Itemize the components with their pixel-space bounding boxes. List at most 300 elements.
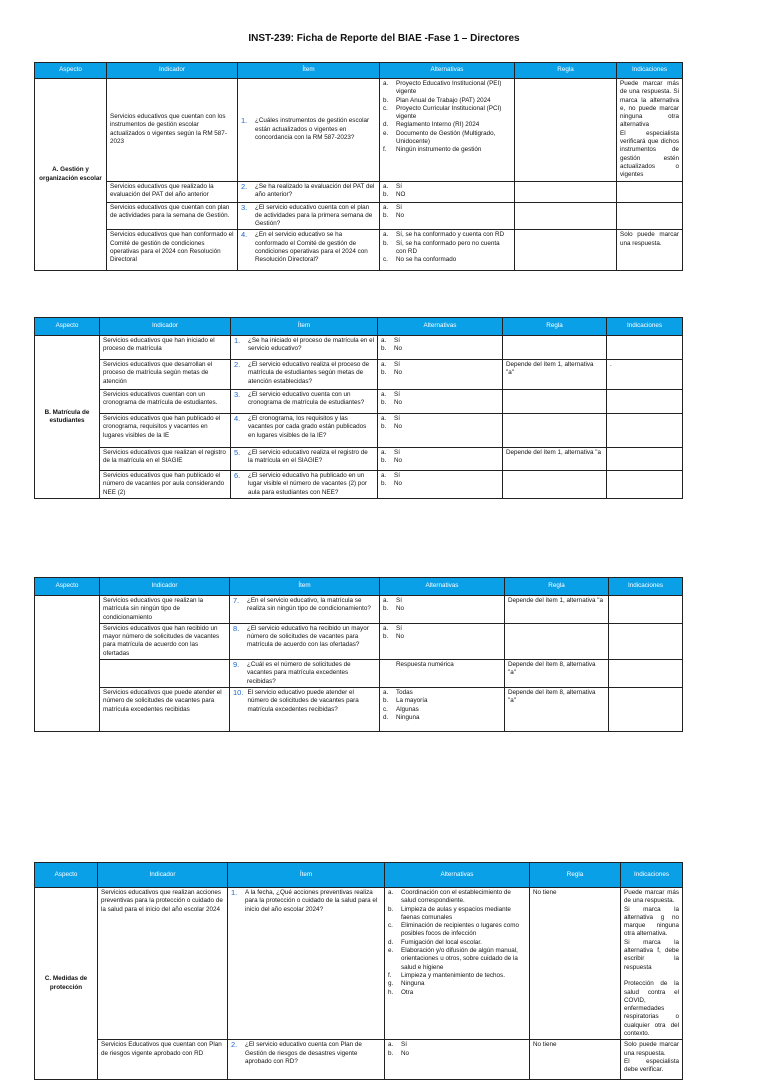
header-regla: Regla [515,63,617,79]
header-indicador: Indicador [98,863,228,888]
notes-cell: Solo puede marcar una respuesta. El especialista debe verificar. [621,1040,683,1080]
alternative-letter: d. [383,121,389,129]
item-cell [238,181,380,202]
alternative-text: Ningún instrumento de gestión [396,146,482,154]
indicator-cell: Servicios educativos que realizan acciones preventivas para la protección o cuidado de la salud para el inicio del año escolar 2024 [98,888,228,1040]
alternative-text: No [396,605,405,613]
alternative-option [383,121,511,129]
item-number: 2. [231,1040,238,1050]
alternative-option [383,204,511,212]
header-item: Ítem [238,63,380,79]
alternative-option [383,231,511,239]
header-aspecto: Aspecto [35,578,100,596]
rule-cell [515,79,617,182]
alternative-option [383,97,511,105]
alternative-option [383,706,501,714]
item-cell [230,660,380,688]
alternative-text: Sí [394,361,400,368]
item-number: 1. [234,336,241,345]
alternative-option [381,449,499,457]
alternative-letter: c. [383,104,388,112]
alternative-text: Sí, se ha conformado y cuenta con RD [396,231,505,239]
header-indicaciones: Indicaciones [609,578,683,596]
rule-cell [515,181,617,202]
rule-cell: Depende del ítem 8, alternativa "a" [505,660,609,688]
alternative-letter: b. [383,190,389,198]
item-question-text: ¿En el servicio educativo, la matrícula se realiza sin ningún tipo de condicionamiento? [247,597,371,613]
alternative-option [383,183,511,191]
item-number: 4. [234,414,241,423]
header-alternativas: Alternativas [380,578,505,596]
item-cell [230,687,380,731]
alternative-text: Sí [396,182,402,190]
alternatives-cell [385,1040,530,1080]
rule-cell [505,623,609,659]
alternative-letter: b. [383,211,389,219]
alternative-text: Proyecto Educativo Institucional (PEI) vigente [396,80,502,96]
alternative-letter: a. [381,472,387,479]
table-row [35,360,683,390]
alternative-letter: a. [381,337,387,344]
alternative-letter: a. [383,182,389,190]
table-row [35,181,683,202]
alternatives-cell [385,888,530,1040]
alternative-letter: b. [383,697,389,705]
alternative-letter: c. [383,256,388,264]
rule-cell: No tiene [530,1040,621,1080]
alternative-text: Eliminación de recipientes o lugares como posibles focos de infección [401,922,519,938]
notes-cell [607,336,683,360]
alternative-text: No [396,633,405,641]
alternative-text: Algunas [396,705,419,713]
notes-cell [607,390,683,414]
rule-cell: No tiene [530,888,621,1040]
alternative-letter: c. [388,922,393,930]
alternative-letter: a. [383,688,389,696]
table-row [35,596,683,624]
alternative-text: Respuesta numérica [396,661,454,669]
item-number: 1. [241,116,248,126]
alternative-option [388,939,526,947]
item-cell [230,596,380,624]
alternative-option [383,605,501,613]
item-question [241,231,376,264]
table-row [35,1040,683,1080]
item-question-text: ¿Se ha iniciado el proceso de matrícula en el servicio educativo? [248,337,375,353]
alternative-text: Ninguna [396,713,420,721]
item-question-text: ¿Cuáles instrumentos de gestión escolar están actualizados o vigentes en concordancia con la RM 587-2023? [255,117,370,141]
item-cell [231,448,378,471]
indicator-cell: Servicios Educativos que cuentan con Plan de riesgos vigente aprobado con RD [98,1040,228,1080]
alternative-option [381,472,499,480]
table-row [35,888,683,1040]
section-table [34,62,683,271]
item-question-text: ¿El servicio educativo realiza el proceso de matrícula de estudiantes según metas de atención establecidas? [248,361,370,385]
indicator-cell: Servicios educativos que cuentan con plan de actividades para la semana de Gestión. [107,202,238,230]
alternative-option [381,337,499,345]
alternatives-cell [380,181,515,202]
table-row [35,202,683,230]
item-question [234,449,374,466]
alternative-option [381,399,499,407]
aspect-cell: C. Medidas de protección [35,888,98,1080]
alternative-text: No [394,399,403,407]
alternative-text: Sí [394,415,400,422]
alternative-text: Limpieza y mantenimiento de techos. [401,971,505,979]
alternative-text: Sí [394,337,400,344]
header-indicaciones: Indicaciones [617,63,683,79]
item-question-text: ¿En el servicio educativo se ha conformado el Comité de gestión de condiciones operativas para el 2024 con Resolución Directoral? [255,231,368,264]
rule-cell [503,336,607,360]
item-question-text: El servicio educativo puede atender el número de solicitudes de vacantes para matrícula excedentes recibidas? [247,688,359,713]
item-question-text: ¿El servicio educativo cuenta con un cronograma de matrícula de estudiantes? [248,391,365,407]
alternative-letter: b. [388,1049,394,1057]
alternative-letter: b. [381,399,387,407]
alternative-letter: d. [388,938,394,946]
alternative-text: Fumigación del local escolar. [401,938,482,946]
item-question [241,183,376,200]
notes-cell: Puede marcar más de una respuesta. Si marca la alternativa g no marque ninguna otra alternativa. Si marca la alternativa f, debe escribir la respuesta Protección de la salud contra el COVID, enfermedades respiratorias o cualquier otra del contexto. [621,888,683,1040]
alternative-option [381,423,499,431]
item-question-text: ¿El cronograma, los requisitos y las vacantes por cada grado están publicados en lugares visibles de la IE? [248,415,367,439]
indicator-cell: Servicios educativos que han iniciado el proceso de matrícula [100,336,231,360]
notes-cell [617,202,683,230]
item-cell [238,230,380,271]
alternative-option [388,989,526,997]
indicator-cell: Servicios educativos que desarrollan el proceso de matrícula según metas de atención [100,360,231,390]
rule-cell [503,471,607,499]
header-item: Ítem [228,863,385,888]
table-row [35,471,683,499]
item-number: 6. [234,471,241,480]
item-question-text: ¿Se ha realizado la evaluación del PAT del año anterior? [255,182,375,198]
alternative-option [381,415,499,423]
alternatives-cell [380,79,515,182]
notes-cell [617,181,683,202]
item-question [241,117,376,142]
alternative-letter: a. [388,889,394,896]
item-cell [238,79,380,182]
alternative-text: Sí [396,597,402,604]
item-number: 3. [241,202,248,212]
alternative-text: Documento de Gestión (Multigrado, Unidocente) [396,129,496,146]
alternative-letter: a. [383,231,389,239]
alternatives-cell [380,596,505,624]
header-item: Ítem [231,318,378,336]
alternative-letter: g. [388,980,394,988]
alternative-option [383,146,511,154]
alternative-text: Sí [394,391,400,398]
alternatives-cell [380,687,505,731]
alternative-text: Sí, se ha conformado pero no cuenta con RD [396,239,500,256]
alternative-option [383,240,511,257]
rule-cell [515,230,617,271]
item-question [241,204,376,229]
alternative-letter: e. [383,129,389,137]
alternative-letter: a. [383,203,389,211]
alternative-letter: a. [381,449,387,456]
rule-cell: Depende del ítem 1, alternativa "a [503,448,607,471]
rule-cell [503,390,607,414]
header-row [35,578,683,596]
alternative-text: NO [396,190,406,198]
header-regla: Regla [503,318,607,336]
table-row [35,79,683,182]
alternatives-cell [378,390,503,414]
alternative-option [383,191,511,199]
alternative-letter: a. [381,415,387,422]
table-row [35,230,683,271]
header-regla: Regla [530,863,621,888]
header-indicador: Indicador [107,63,238,79]
table-row [35,414,683,448]
item-number: 8. [233,623,240,633]
document-title: INST-239: Ficha de Reporte del BIAE -Fase 1 – Directores [248,33,520,44]
item-question [234,337,374,354]
indicator-cell: Servicios educativos que cuentan con los instrumentos de gestión escolar actualizados o vigentes según la RM 587-2023 [107,79,238,182]
item-question [231,1041,381,1066]
alternative-letter: a. [383,80,389,87]
notes-cell [609,660,683,688]
aspect-cell: A. Gestión y organización escolar [35,79,107,271]
item-question [231,889,381,914]
section-table [34,862,683,1080]
header-aspecto: Aspecto [35,863,98,888]
alternative-option [383,625,501,633]
alternative-option [381,361,499,369]
table-row [35,660,683,688]
indicator-cell: Servicios educativos que han conformado el Comité de gestión de condiciones operativas para el 2024 con Resolución Directoral [107,230,238,271]
section-table [34,577,683,732]
alternative-option [383,130,511,147]
header-regla: Regla [505,578,609,596]
item-question [234,472,374,497]
alternative-option [383,80,511,97]
table-row [35,336,683,360]
alternatives-cell [378,360,503,390]
alternative-option [388,947,526,972]
header-alternativas: Alternativas [380,63,515,79]
alternative-letter: a. [388,1041,394,1049]
item-question [233,661,376,686]
alternative-text: Plan Anual de Trabajo (PAT) 2024 [396,96,491,104]
alternative-text: Limpieza de aulas y espacios mediante faenas comunales [401,905,511,921]
item-question-text: ¿El servicio educativo ha publicado en un lugar visible el número de vacantes (2) por aula para estudiantes con NEE? [248,472,368,496]
item-cell [231,360,378,390]
item-cell [231,336,378,360]
item-number: 7. [233,596,240,605]
header-alternativas: Alternativas [378,318,503,336]
alternative-text: No [394,457,403,465]
alternatives-cell [378,414,503,448]
indicator-cell: Servicios educativos que han recibido un mayor número de solicitudes de vacantes para matrícula de acuerdo con las ofertadas [100,623,230,659]
rule-cell [503,414,607,448]
alternatives-cell [380,230,515,271]
header-row [35,63,683,79]
alternative-option [383,597,501,605]
alternative-option [381,345,499,353]
alternative-option [383,633,501,641]
alternative-letter: a. [383,624,389,632]
alternative-letter: d. [383,713,389,721]
item-question-text: ¿Cuál es el número de solicitudes de vacantes para matrícula excedentes recibidas? [247,661,351,685]
alternative-option [388,906,526,923]
alternative-letter: b. [383,633,389,641]
alternative-letter: c. [383,705,388,713]
notes-cell [609,687,683,731]
indicator-cell: Servicios educativos que realizan el registro de la matrícula en el SIAGIE [100,448,231,471]
alternative-letter: f. [388,971,392,979]
alternative-text: No [401,1049,410,1057]
header-alternativas: Alternativas [385,863,530,888]
alternative-option [388,1041,526,1049]
alternatives-cell [380,660,505,688]
rule-cell: Depende del ítem 1, alternativa "a" [503,360,607,390]
alternative-letter: a. [381,361,387,368]
alternative-text: Elaboración y/o difusión de algún manual, orientaciones u otros, sobre cuidado de la salud e higiene [401,947,518,971]
indicator-cell [100,660,230,688]
alternative-letter: b. [383,96,389,104]
indicator-cell: Servicios educativos cuentan con un cronograma de matrícula de estudiantes. [100,390,231,414]
header-aspecto: Aspecto [35,318,100,336]
header-row [35,863,683,888]
alternative-text: Coordinación con el establecimiento de salud correspondiente. [401,889,511,905]
alternative-letter: b. [383,605,389,613]
item-number: 2. [234,360,241,369]
header-indicaciones: Indicaciones [607,318,683,336]
alternative-option [381,457,499,465]
notes-cell: Solo puede marcar una respuesta. [617,230,683,271]
alternative-letter: f. [383,146,387,154]
alternative-text: Sí [396,624,402,632]
alternative-letter: e. [388,947,394,955]
indicator-cell: Servicios educativos que puede atender el número de solicitudes de vacantes para matrícula excedentes recibidas [100,687,230,731]
table-row [35,687,683,731]
alternative-letter: b. [381,369,387,377]
indicator-cell: Servicios educativos que realizado la evaluación del PAT del año anterior [107,181,238,202]
alternative-option [388,980,526,988]
alternative-text: La mayoría [396,697,428,705]
alternative-text: No [394,345,403,353]
alternative-option [383,256,511,264]
alternative-text: No [396,211,405,219]
notes-cell: Puede marcar más de una respuesta. Si marca la alternativa e, no puede marcar ninguna otra alternativa El especialista verificará que dichos instrumentos de gestión estén actualizados o vigentes [617,79,683,182]
header-indicaciones: Indicaciones [621,863,683,888]
aspect-cell [35,596,100,732]
table-row [35,623,683,659]
indicator-cell: Servicios educativos que realizan la matrícula sin ningún tipo de condicionamiento [100,596,230,624]
alternative-option [388,972,526,980]
alternative-text: Proyecto Curricular Institucional (PCI) vigente [396,104,502,121]
alternative-option [383,661,501,669]
item-question [233,689,376,714]
alternative-text: Otra [401,988,414,996]
item-number: 4. [241,230,248,240]
item-question [233,625,376,650]
item-number: 2. [241,181,248,191]
alternative-option [383,697,501,705]
alternative-option [388,922,526,939]
item-question-text: ¿El servicio educativo realiza el registro de la matrícula en el SIAGIE? [248,449,368,465]
alternative-option [381,369,499,377]
alternative-letter: b. [381,423,387,431]
alternatives-cell [380,202,515,230]
notes-cell [607,448,683,471]
alternative-letter: b. [381,457,387,465]
alternative-option [388,1050,526,1058]
item-cell [228,888,385,1040]
alternative-text: Sí [396,203,402,211]
alternative-text: Sí [394,449,400,456]
notes-cell [609,623,683,659]
alternative-text: No se ha conformado [396,256,457,264]
item-number: 10. [233,687,244,697]
alternative-text: No [394,480,403,488]
item-question [233,597,376,614]
notes-cell [607,471,683,499]
alternative-letter: a. [381,391,387,398]
rule-cell [515,202,617,230]
item-number: 5. [234,448,241,457]
alternative-text: Sí [394,472,400,479]
rule-cell: Depende del ítem 8, alternativa "a" [505,687,609,731]
alternative-text: Sí [401,1041,407,1049]
alternative-letter: b. [383,239,389,247]
item-question-text: ¿El servicio educativo cuenta con Plan de Gestión de riesgos de desastres vigente aprobado con RD? [245,1041,362,1065]
alternative-option [381,391,499,399]
table-row [35,390,683,414]
item-question-text: A la fecha, ¿Qué acciones preventivas realiza para la protección o cuidado de la salud para el inicio del año escolar 2024? [245,889,378,913]
section-table [34,317,683,499]
item-cell [238,202,380,230]
alternatives-cell [378,448,503,471]
alternative-text: Ninguna [401,980,425,988]
notes-cell [607,414,683,448]
alternative-letter: h. [388,988,394,996]
alternatives-cell [380,623,505,659]
alternative-letter: b. [381,480,387,488]
alternative-text: No [394,369,403,377]
alternative-letter: b. [381,345,387,353]
alternative-letter: a. [383,597,389,604]
item-number: 3. [234,390,241,399]
alternative-letter: b. [388,905,394,913]
rule-cell: Depende del ítem 1, alternativa "a [505,596,609,624]
alternative-text: Reglamento Interno (RI) 2024 [396,121,480,129]
item-question [234,391,374,408]
item-number: 1. [231,888,238,897]
alternative-text: No [394,423,403,431]
alternative-text: Todas [396,688,413,696]
alternative-option [383,212,511,220]
item-cell [230,623,380,659]
alternative-option [381,480,499,488]
notes-cell: . [607,360,683,390]
table-row [35,448,683,471]
header-aspecto: Aspecto [35,63,107,79]
item-cell [231,471,378,499]
alternative-option [383,689,501,697]
alternative-option [383,714,501,722]
item-question [234,415,374,440]
notes-cell [609,596,683,624]
item-cell [231,390,378,414]
alternatives-cell [378,336,503,360]
item-number: 9. [233,660,240,670]
item-question-text: ¿El servicio educativo ha recibido un mayor número de solicitudes de vacantes para matrícula de acuerdo con las ofertadas? [247,624,369,649]
header-indicador: Indicador [100,318,231,336]
indicator-cell: Servicios educativos que han publicado el número de vacantes por aula considerando NEE (2) [100,471,231,499]
